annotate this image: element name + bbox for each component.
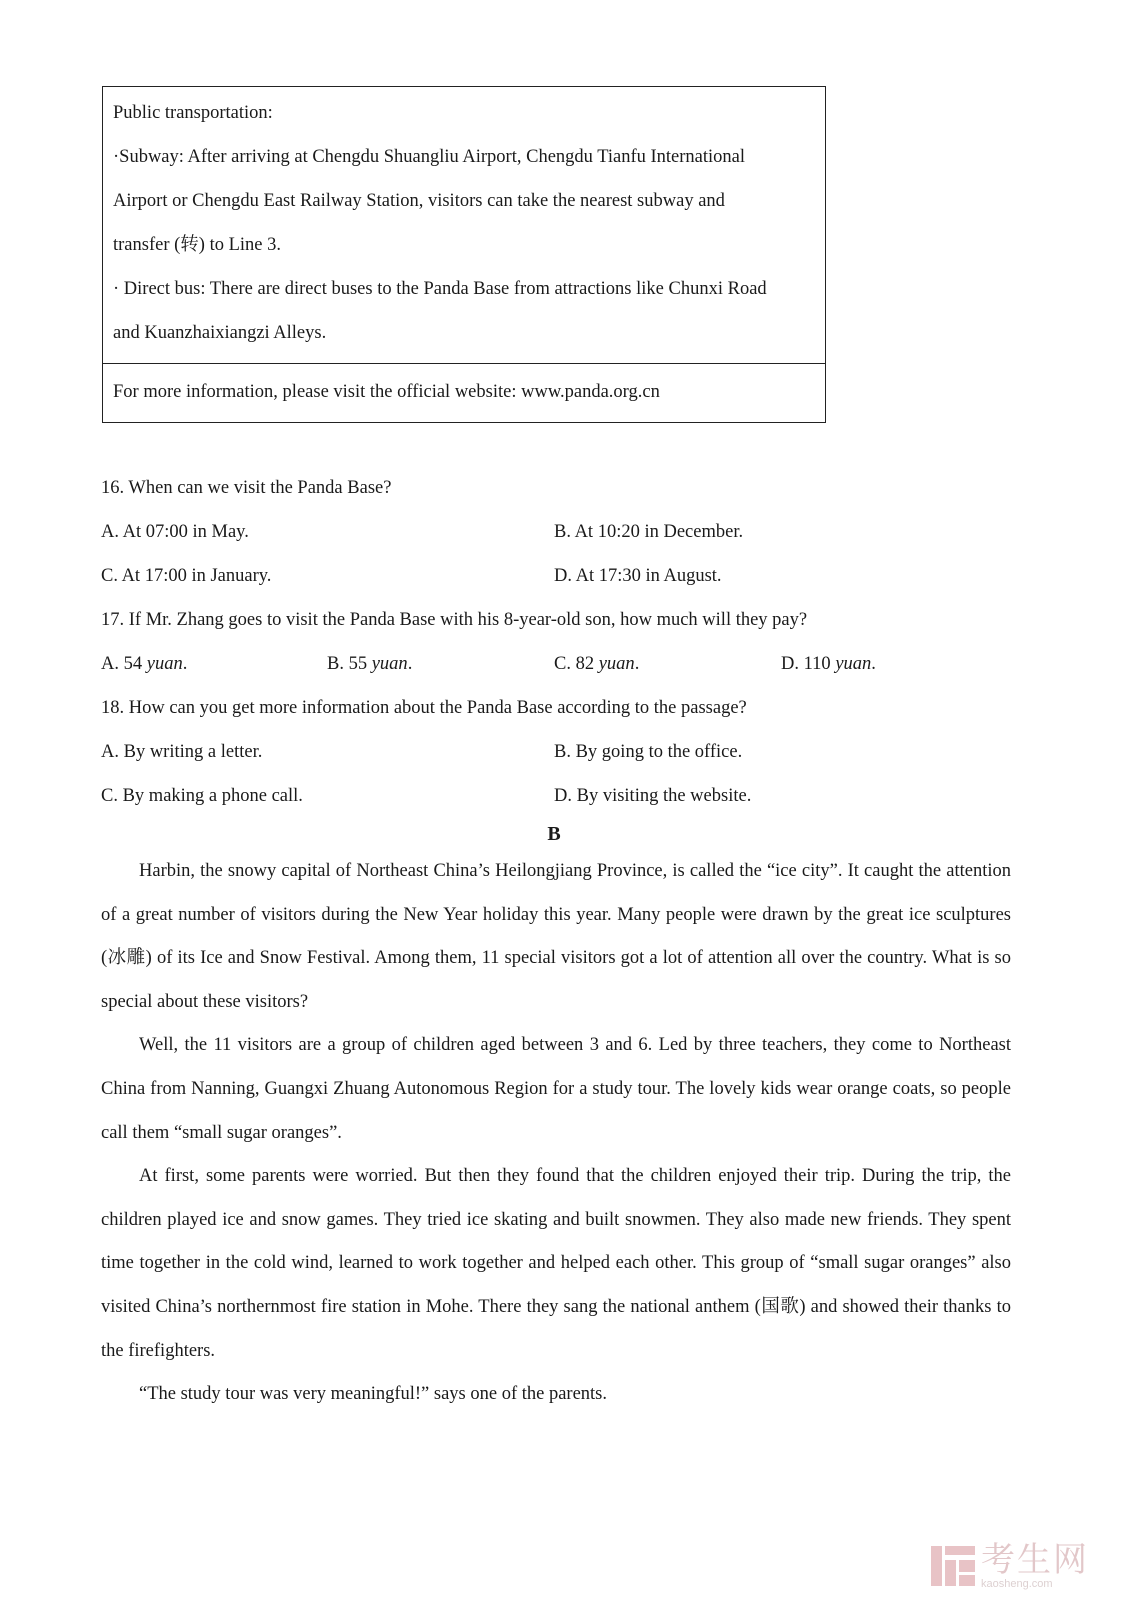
question-17-option-a-suffix: . [182,654,188,674]
question-18-options-row-2 [101,774,1041,818]
section-b-passage [101,850,1011,1417]
question-16-stem: 16. When can we visit the Panda Base? [101,478,392,498]
more-info-section [103,364,825,422]
question-17-option-a-unit: yuan [146,654,183,674]
passage-paragraph-2: Well, the 11 visitors are a group of children aged between 3 and 6. Led by three teachers, they come to Northeast China from Nanning, Guangxi Zhuang Autonomous Region for a study tour. The lovely kids wear orange coats, so people call them “small sugar oranges”. [101,1035,1011,1143]
question-17-option-b [327,642,412,686]
transport-section [103,87,825,364]
question-17-option-c-prefix: C. 82 [554,654,599,674]
question-17-option-c-suffix: . [634,654,640,674]
question-17-option-d-suffix: . [871,654,876,674]
question-18-options-row-1 [101,730,1041,774]
transport-heading: Public transportation: [113,103,273,123]
question-17-option-b-suffix: . [407,654,413,674]
bus-line-2: and Kuanzhaixiangzi Alleys. [113,323,327,343]
question-18-option-b: B. By going to the office. [554,742,743,762]
question-17-option-d-prefix: D. 110 [781,654,836,674]
question-16-option-c: C. At 17:00 in January. [101,566,272,586]
question-17-option-b-unit: yuan [371,654,408,674]
watermark [931,1542,1089,1590]
watermark-url: kaosheng.com [981,1578,1053,1590]
watermark-text [981,1542,1089,1590]
bus-line-1: · Direct bus: There are direct buses to the Panda Base from attractions like Chunxi Road [113,279,767,299]
more-info-text: For more information, please visit the official website: www.panda.org.cn [113,382,660,402]
subway-line-2: Airport or Chengdu East Railway Station, visitors can take the nearest subway and [113,191,725,211]
subway-line-3: transfer (转) to Line 3. [113,235,281,255]
question-16-options-row-2 [101,554,1041,598]
question-18-option-c: C. By making a phone call. [101,786,303,806]
passage-paragraph-3: At first, some parents were worried. But then they found that the children enjoyed their trip. During the trip, the children played ice and snow games. They tried ice skating and built snowmen. They also made new friends. They spent time together in the cold wind, learned to work together and helped each other. This group of “small sugar oranges” also visited China’s northernmost fire station in Mohe. There they sang the national anthem (国歌) and showed their thanks to the firefighters. [101,1166,1011,1361]
question-16-option-b: B. At 10:20 in December. [554,522,744,542]
question-17-option-d-unit: yuan [835,654,872,674]
question-17-option-b-prefix: B. 55 [327,654,372,674]
question-16-option-a: A. At 07:00 in May. [101,522,249,542]
questions [101,466,1041,818]
question-18-option-a: A. By writing a letter. [101,742,263,762]
question-16-options-row-1 [101,510,1041,554]
question-17-option-d [781,642,876,686]
section-b-title: B [547,823,561,845]
subway-line-1: ·Subway: After arriving at Chengdu Shuangliu Airport, Chengdu Tianfu International [113,147,745,167]
question-17-options [101,642,1041,686]
kaosheng-logo-icon [931,1544,975,1588]
question-18-option-d: D. By visiting the website. [554,786,752,806]
watermark-name: 考生网 [981,1540,1089,1580]
question-17-option-a-prefix: A. 54 [101,654,147,674]
question-17-option-c-unit: yuan [598,654,635,674]
question-16-option-d: D. At 17:30 in August. [554,566,722,586]
passage-paragraph-4: “The study tour was very meaningful!” says one of the parents. [139,1384,608,1405]
info-box [102,86,826,423]
question-17-option-a [101,642,187,686]
question-17-option-c [554,642,639,686]
question-17-stem: 17. If Mr. Zhang goes to visit the Panda Base with his 8-year-old son, how much will they pay? [101,610,808,630]
passage-paragraph-1: Harbin, the snowy capital of Northeast China’s Heilongjiang Province, is called the “ice city”. It caught the attention of a great number of visitors during the New Year holiday this year. Many people were drawn by the great ice sculptures (冰雕) of its Ice and Snow Festival. Among them, 11 special visitors got a lot of attention all over the country. What is so special about these visitors? [101,861,1011,1012]
question-18-stem: 18. How can you get more information about the Panda Base according to the passage? [101,698,747,718]
